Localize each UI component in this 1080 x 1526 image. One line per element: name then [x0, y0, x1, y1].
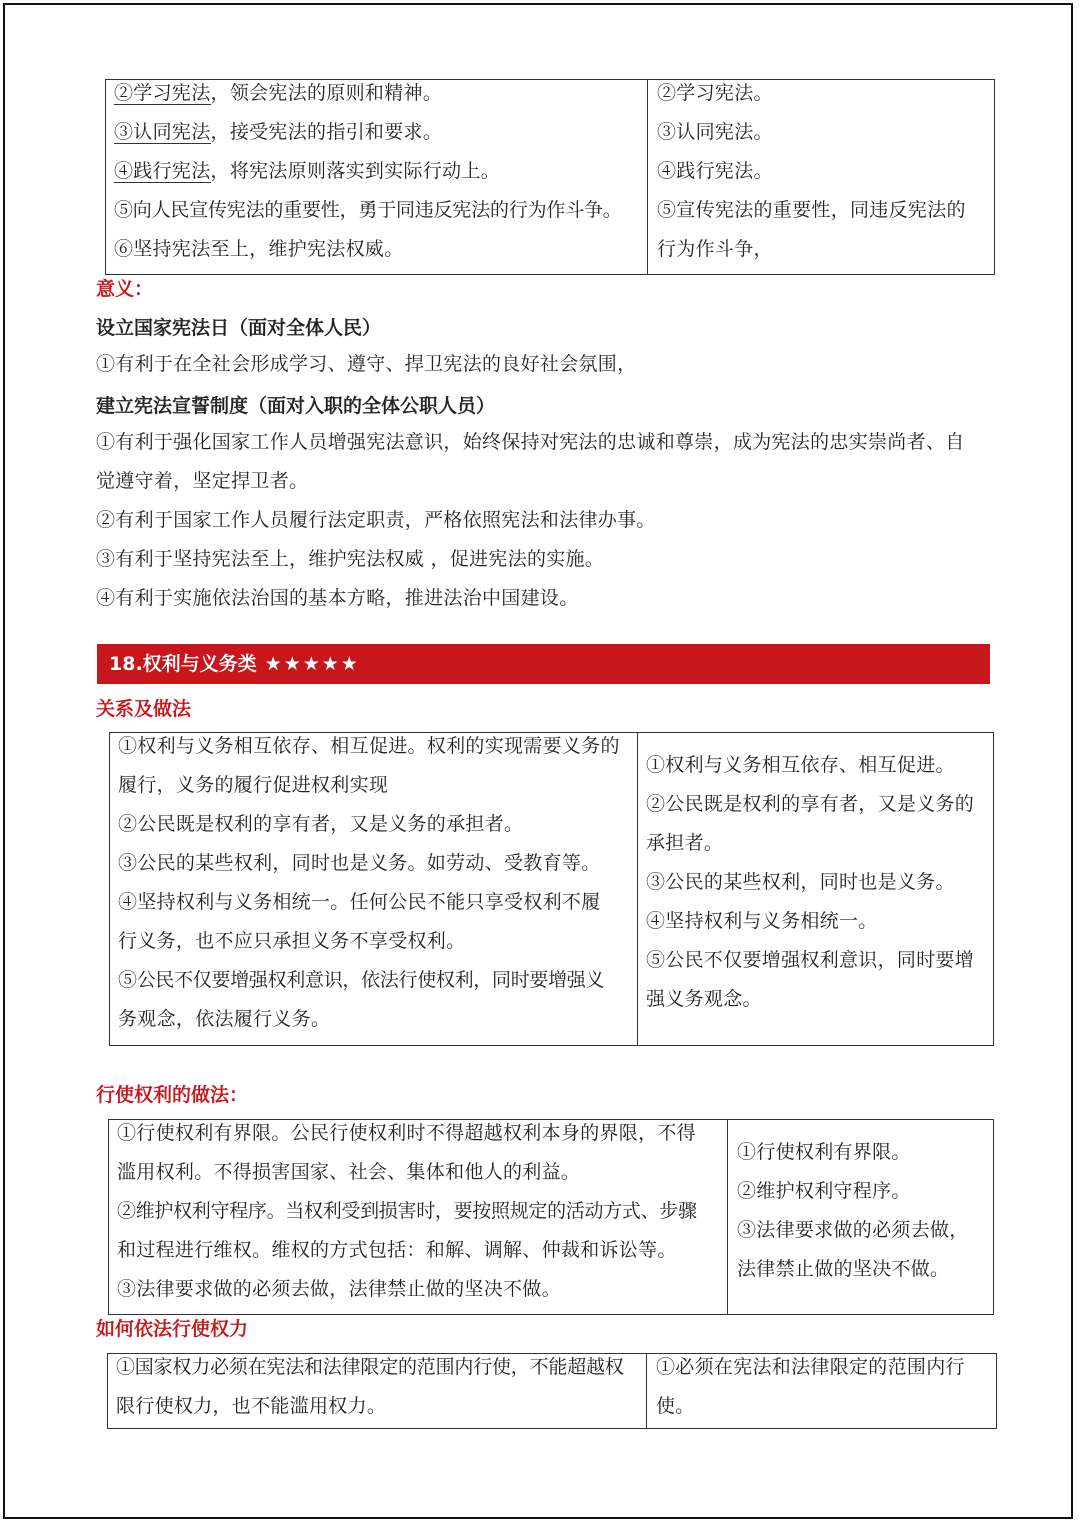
- list-item: ③法律要求做的必须去做，法律禁止做的坚决不做。: [117, 1278, 561, 1300]
- list-item: ①行使权利有界限。公民行使权利时不得超越权利本身的界限，不得: [117, 1122, 697, 1144]
- list-item: 行义务，也不应只承担义务不享受权利。: [118, 930, 466, 952]
- list-item: ③公民的某些权利，同时也是义务。: [646, 871, 955, 893]
- list-item: ②维护权利守程序。当权利受到损害时，要按照规定的活动方式、步骤: [117, 1200, 697, 1222]
- table-divider: [646, 1354, 647, 1428]
- list-item: ④坚持权利与义务相统一。: [646, 910, 878, 932]
- constitution-table: [105, 79, 995, 275]
- list-item: ③认同宪法。: [657, 121, 773, 143]
- list-item: 和过程进行维权。维权的方式包括：和解、调解、仲裁和诉讼等。: [117, 1239, 677, 1261]
- list-item: ③公民的某些权利，同时也是义务。如劳动、受教育等。: [118, 852, 601, 874]
- power-right-cell: [656, 1348, 996, 1426]
- power-heading: 如何依法行使权力: [96, 1318, 249, 1340]
- relation-table: [109, 732, 994, 1046]
- list-item: ③法律要求做的必须去做，: [737, 1219, 969, 1241]
- list-item: 滥用权利。不得损害国家、社会、集体和他人的利益。: [117, 1161, 581, 1183]
- list-item: ②维护权利守程序。: [737, 1180, 911, 1202]
- oath-system-heading: 建立宪法宣誓制度（面对入职的全体公职人员）: [96, 395, 496, 417]
- list-item: ③认同宪法，接受宪法的指引和要求。: [114, 121, 443, 143]
- list-item: ③有利于坚持宪法至上，维护宪法权威 ，促进宪法的实施。: [96, 548, 605, 570]
- list-item: ④坚持权利与义务相统一。任何公民不能只享受权利不履: [118, 891, 601, 913]
- list-item: ②学习宪法。: [657, 82, 773, 104]
- list-item: 法律禁止做的坚决不做。: [737, 1258, 950, 1280]
- section-title: 18.权利与义务类: [109, 653, 257, 675]
- list-item: ⑤宣传宪法的重要性，同违反宪法的: [657, 199, 966, 221]
- exercise-left-cell: [117, 1114, 723, 1309]
- list-item: 限行使权力，也不能滥用权力。: [116, 1395, 387, 1417]
- relation-heading: 关系及做法: [96, 698, 192, 720]
- table-divider: [637, 733, 638, 1045]
- significance-heading: 意义：: [96, 278, 154, 300]
- section-18-title-bar: [97, 644, 990, 684]
- star-rating: ★★★★★: [264, 653, 360, 675]
- constitution-left-cell: [114, 74, 644, 269]
- power-table: [107, 1353, 997, 1429]
- list-item: ①必须在宪法和法律限定的范围内行: [656, 1356, 965, 1378]
- list-item: ⑥坚持宪法至上，维护宪法权威。: [114, 238, 404, 260]
- list-item: 务观念，依法履行义务。: [118, 1008, 331, 1030]
- exercise-table: [108, 1119, 994, 1315]
- constitution-right-cell: [657, 74, 992, 269]
- list-item: 觉遵守着，坚定捍卫者。: [96, 470, 309, 492]
- list-item: 履行，义务的履行促进权利实现: [118, 774, 389, 796]
- list-item: 承担者。: [646, 832, 724, 854]
- relation-left-cell: [118, 727, 633, 1039]
- list-item: ②公民既是权利的享有者，又是义务的: [646, 793, 975, 815]
- national-constitution-day-heading: 设立国家宪法日（面对全体人民）: [96, 317, 382, 339]
- list-item: 使。: [656, 1395, 695, 1417]
- list-item: ②有利于国家工作人员履行法定职责，严格依照宪法和法律办事。: [96, 509, 656, 531]
- list-item: 强义务观念。: [646, 988, 762, 1010]
- list-item: ⑤公民不仅要增强权利意识，依法行使权利，同时要增强义: [118, 969, 605, 991]
- list-item: ①有利于强化国家工作人员增强宪法意识，始终保持对宪法的忠诚和尊崇，成为宪法的忠实崇尚者、自: [96, 431, 965, 453]
- power-left-cell: [116, 1348, 644, 1426]
- list-item: ①权利与义务相互依存、相互促进。: [646, 754, 955, 776]
- list-item: ②公民既是权利的享有者，又是义务的承担者。: [118, 813, 524, 835]
- significance-item: ①有利于在全社会形成学习、遵守、捍卫宪法的良好社会氛围，: [96, 353, 637, 375]
- list-item: ②学习宪法，领会宪法的原则和精神。: [114, 82, 443, 104]
- list-item: ①国家权力必须在宪法和法律限定的范围内行使，不能超越权: [116, 1356, 624, 1378]
- relation-right-cell: [646, 746, 991, 1019]
- table-divider: [727, 1120, 728, 1314]
- table-divider: [647, 80, 648, 274]
- list-item: ⑤公民不仅要增强权利意识，同时要增: [646, 949, 975, 971]
- exercise-heading: 行使权利的做法：: [96, 1084, 249, 1106]
- list-item: ①行使权利有界限。: [737, 1141, 911, 1163]
- list-item: ④践行宪法。: [657, 160, 773, 182]
- exercise-right-cell: [737, 1133, 992, 1289]
- oath-items: [96, 423, 996, 618]
- list-item: ④践行宪法，将宪法原则落实到实际行动上。: [114, 160, 501, 182]
- list-item: 行为作斗争，: [657, 238, 773, 260]
- list-item: ④有利于实施依法治国的基本方略，推进法治中国建设。: [96, 587, 579, 609]
- list-item: ⑤向人民宣传宪法的重要性，勇于同违反宪法的行为作斗争。: [114, 199, 622, 221]
- list-item: ①权利与义务相互依存、相互促进。权利的实现需要义务的: [118, 735, 620, 757]
